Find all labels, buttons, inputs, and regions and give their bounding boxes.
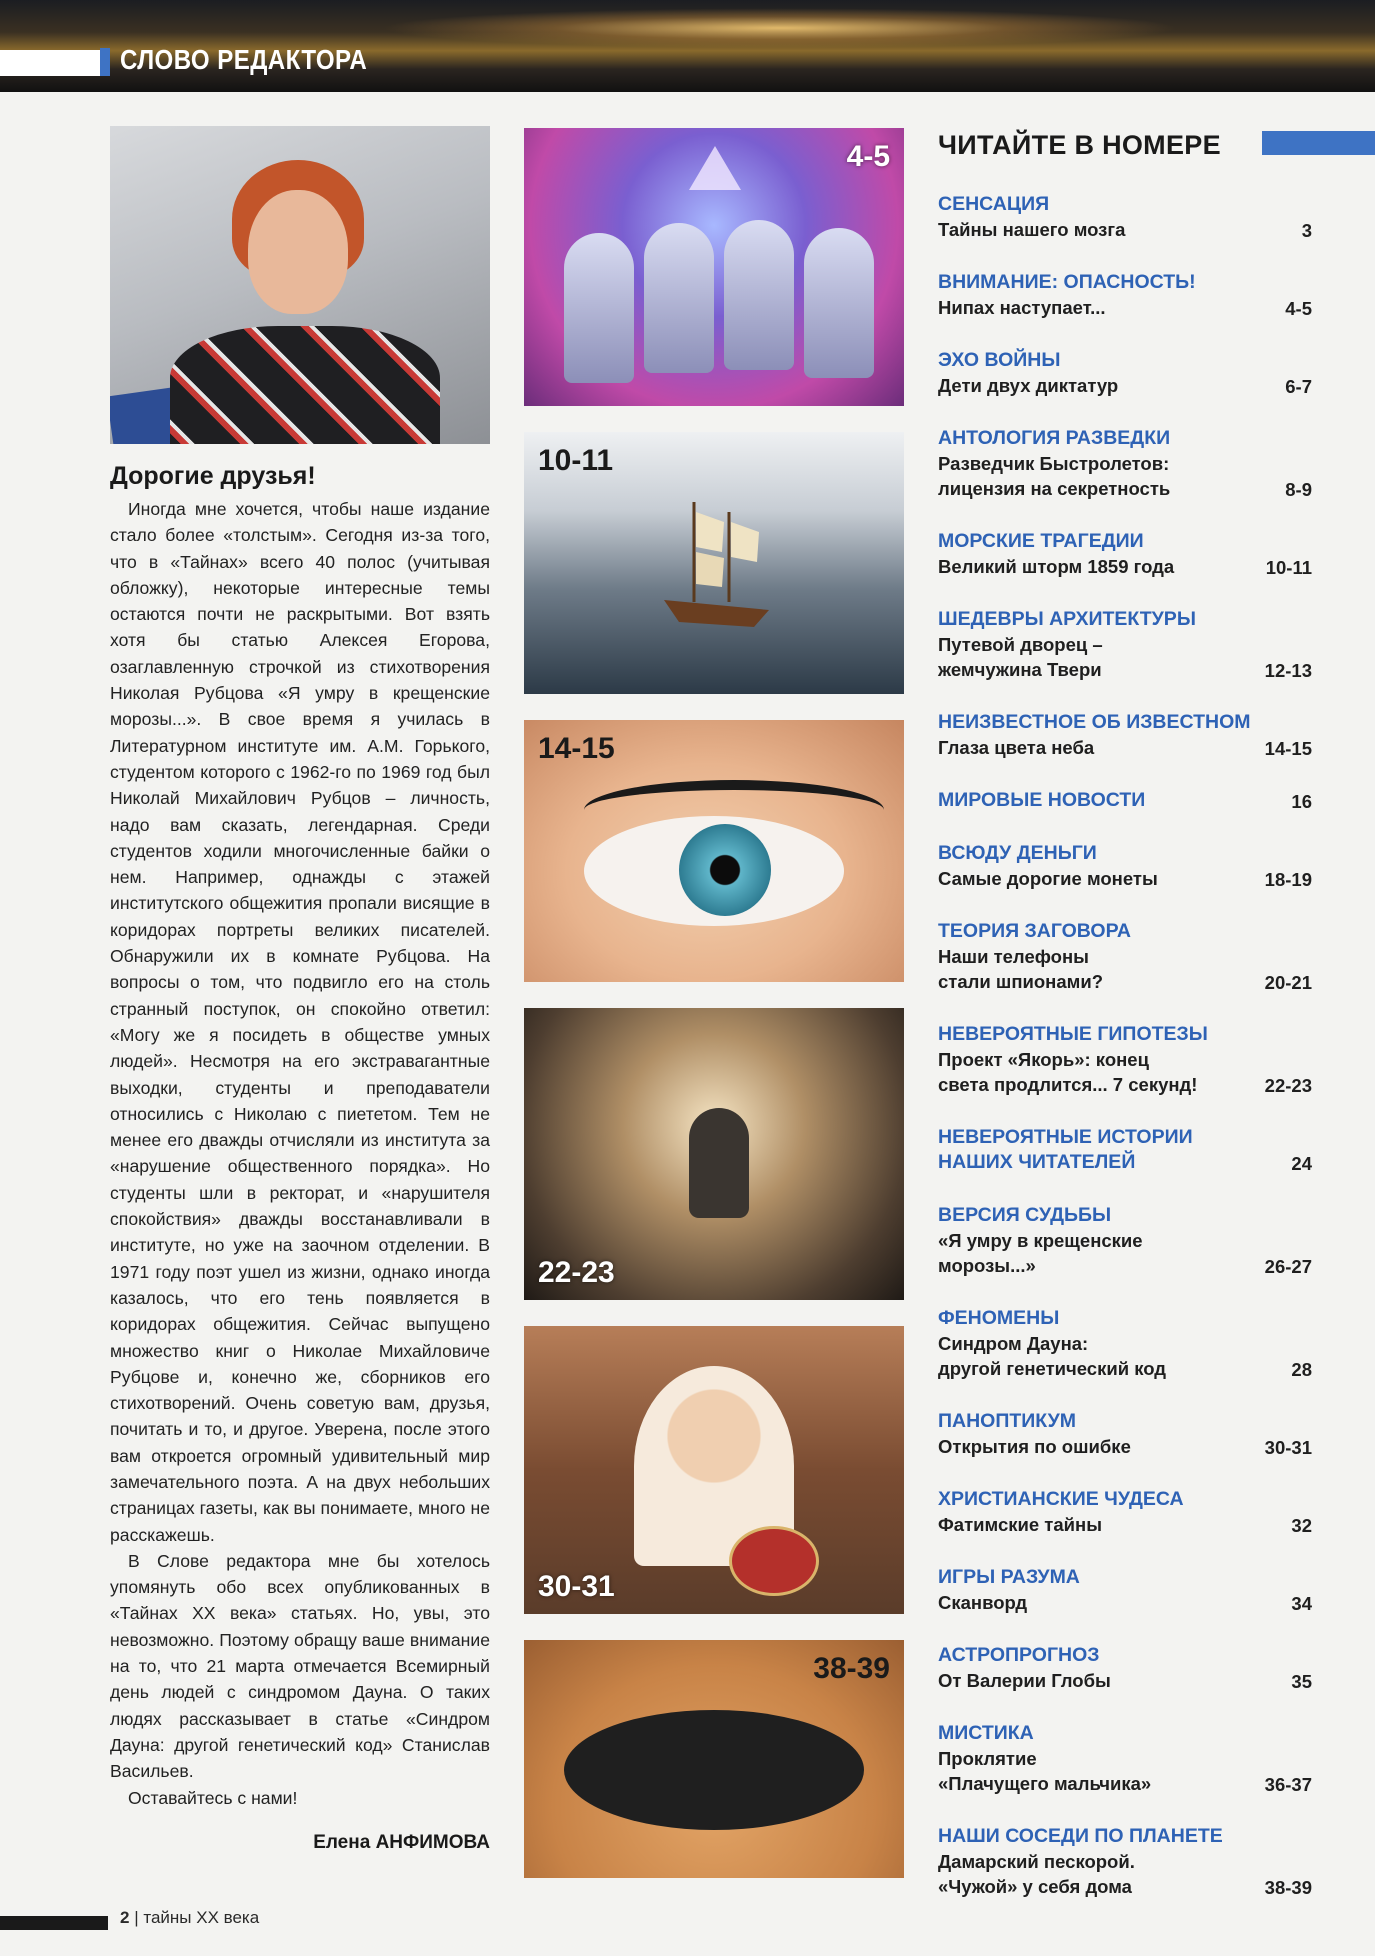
toc-page-number: 8-9 (1285, 479, 1312, 500)
toc-article-title: Нипах наступает... (938, 297, 1106, 318)
toc-item[interactable] (938, 1487, 1318, 1537)
toc-page-number: 12-13 (1264, 660, 1312, 681)
toc-section: НЕИЗВЕСТНОЕ ОБ ИЗВЕСТНОМ (938, 711, 1251, 733)
toc-item[interactable] (938, 426, 1318, 501)
toc-item[interactable] (938, 1306, 1318, 1381)
toc-page-number: 28 (1291, 1359, 1312, 1380)
page-label: 22-23 (538, 1256, 615, 1289)
toc-page-number: 10-11 (1265, 557, 1312, 578)
toc-section: МИРОВЫЕ НОВОСТИ (938, 789, 1146, 811)
hazmat-figure (644, 223, 714, 373)
toc-page-number: 4-5 (1285, 298, 1312, 319)
toc-article-title: Синдром Дауна: (938, 1333, 1089, 1354)
toc-item[interactable] (938, 1022, 1318, 1097)
toc-section: АСТРОПРОГНОЗ (938, 1644, 1100, 1666)
toc-item[interactable] (938, 919, 1318, 994)
toc-article-title: стали шпионами? (938, 971, 1103, 992)
toc-section: НАШИХ ЧИТАТЕЛЕЙ (938, 1151, 1136, 1173)
thumbnail-falling-man (524, 1008, 904, 1300)
header-accent-bar (100, 48, 110, 76)
sailing-ship-icon (654, 492, 774, 642)
thumbnail-virus-hazmat (524, 128, 904, 406)
toc-item[interactable] (938, 348, 1318, 398)
toc-article-title: Фатимские тайны (938, 1514, 1102, 1535)
footer-bar (0, 1916, 108, 1930)
toc-item[interactable] (938, 607, 1318, 682)
toc-article-title: Наши телефоны (938, 946, 1089, 967)
toc-header: ЧИТАЙТЕ В НОМЕРЕ (938, 130, 1221, 160)
hazmat-figure (564, 233, 634, 383)
toc-article-title: Великий шторм 1859 года (938, 556, 1175, 577)
thumbnail-vintage-coca-cola (524, 1326, 904, 1614)
toc-section: ЭХО ВОЙНЫ (938, 349, 1061, 371)
editor-jacket (170, 326, 440, 444)
toc-section: ИГРЫ РАЗУМА (938, 1566, 1080, 1588)
page-label: 14-15 (538, 732, 615, 765)
toc-section: МОРСКИЕ ТРАГЕДИИ (938, 530, 1144, 552)
section-title: СЛОВО РЕДАКТОРА (120, 44, 368, 75)
toc-article-title: жемчужина Твери (938, 659, 1102, 680)
toc-article-title: «Плачущего мальчика» (938, 1773, 1152, 1794)
toc-page-number: 38-39 (1264, 1877, 1312, 1898)
toc-article-title: света продлится... 7 секунд! (938, 1074, 1198, 1095)
toc-section: НАШИ СОСЕДИ ПО ПЛАНЕТЕ (938, 1825, 1223, 1847)
toc-section: НЕВЕРОЯТНЫЕ ГИПОТЕЗЫ (938, 1023, 1208, 1045)
toc-item[interactable] (938, 1565, 1318, 1615)
toc-page-number: 6-7 (1285, 376, 1312, 397)
thumbnail-blue-eye (524, 720, 904, 982)
page-label: 38-39 (813, 1652, 890, 1685)
article-title: Дорогие друзья! (110, 462, 316, 490)
toc-item[interactable] (938, 1409, 1318, 1459)
article-paragraph: Оставайтесь с нами! (128, 1787, 298, 1808)
falling-man-figure (689, 1108, 749, 1218)
toc-article-title: Сканворд (938, 1592, 1028, 1613)
toc-section: ТЕОРИЯ ЗАГОВОРА (938, 920, 1131, 942)
header-banner (0, 0, 1375, 92)
toc-section: НЕВЕРОЯТНЫЕ ИСТОРИИ (938, 1126, 1193, 1148)
editor-face (248, 190, 348, 314)
toc-section: ШЕДЕВРЫ АРХИТЕКТУРЫ (938, 608, 1196, 630)
toc-page-number: 36-37 (1264, 1774, 1312, 1795)
toc-page-number: 3 (1301, 220, 1312, 241)
toc-article-title: «Чужой» у себя дома (938, 1876, 1132, 1897)
toc-item[interactable] (938, 841, 1318, 891)
toc-item[interactable] (938, 788, 1318, 813)
toc-item[interactable] (938, 1203, 1318, 1278)
toc-page-number: 16 (1291, 791, 1312, 812)
toc-section: ХРИСТИАНСКИЕ ЧУДЕСА (938, 1488, 1184, 1510)
toc-page-number: 34 (1291, 1593, 1312, 1614)
toc-section: МИСТИКА (938, 1722, 1034, 1744)
footer (120, 1908, 259, 1928)
page-number: 2 (120, 1908, 130, 1927)
toc-page-number: 22-23 (1264, 1075, 1312, 1096)
toc-article-title: Разведчик Быстролетов: (938, 453, 1170, 474)
toc-item[interactable] (938, 192, 1318, 242)
toc-article-title: Открытия по ошибке (938, 1436, 1131, 1457)
toc-article-title: Дамарский пескорой. (938, 1851, 1135, 1872)
toc-page-number: 14-15 (1264, 738, 1312, 759)
toc-article-title: Путевой дворец – (938, 634, 1103, 655)
warning-triangle-icon (689, 146, 741, 190)
toc-article-title: Самые дорогие монеты (938, 868, 1158, 889)
table-of-contents (938, 192, 1318, 1927)
toc-accent-bar (1262, 131, 1375, 155)
toc-item[interactable] (938, 1721, 1318, 1796)
editor-signature: Елена АНФИМОВА (313, 1832, 490, 1853)
toc-item[interactable] (938, 529, 1318, 579)
article-body (110, 496, 490, 1811)
toc-item[interactable] (938, 1125, 1318, 1175)
toc-page-number: 30-31 (1264, 1437, 1312, 1458)
header-white-bar (0, 50, 100, 76)
toc-article-title: Проклятие (938, 1748, 1037, 1769)
sunset-glow (380, 8, 1180, 48)
article-paragraph: В Слове редактора мне бы хотелось упомянуть обо всех опубликованных в «Тайнах XX века» статьях. Но, увы, это невозможно. Поэтому обращу ваше внимание на то, что 21 марта отмечается Всемирный день людей с синдромом Дауна. О таких людях рассказывает в статье «Синдром Дауна: другой генетический код» Станислав Васильев. (110, 1550, 490, 1782)
hazmat-figure (724, 220, 794, 370)
mole-rat-figure (564, 1710, 864, 1830)
toc-article-title: Проект «Якорь»: конец (938, 1049, 1149, 1070)
toc-page-number: 26-27 (1264, 1256, 1312, 1277)
toc-section: ВНИМАНИЕ: ОПАСНОСТЬ! (938, 271, 1196, 293)
toc-page-number: 24 (1291, 1153, 1312, 1174)
toc-article-title: Глаза цвета неба (938, 737, 1095, 758)
toc-item[interactable] (938, 1643, 1318, 1693)
toc-section: ВСЮДУ ДЕНЬГИ (938, 842, 1097, 864)
toc-page-number: 35 (1291, 1671, 1312, 1692)
toc-section: ФЕНОМЕНЫ (938, 1307, 1060, 1329)
toc-article-title: другой генетический код (938, 1358, 1167, 1379)
toc-article-title: морозы...» (938, 1255, 1036, 1276)
toc-section: СЕНСАЦИЯ (938, 193, 1050, 215)
toc-article-title: лицензия на секретность (938, 478, 1171, 499)
toc-item[interactable] (938, 270, 1318, 320)
hazmat-figure (804, 228, 874, 378)
editor-photo (110, 126, 490, 444)
toc-page-number: 32 (1291, 1515, 1312, 1536)
page-label: 10-11 (538, 444, 614, 477)
toc-page-number: 18-19 (1264, 869, 1312, 890)
toc-item[interactable] (938, 1824, 1318, 1899)
footer-separator: | (134, 1908, 139, 1927)
eye-iris (679, 824, 771, 916)
toc-page-number: 20-21 (1264, 972, 1312, 993)
article-paragraph: Иногда мне хочется, чтобы наше издание стало более «толстым». Сегодня из-за того, что в «Тайнах» всего 40 полос (учитывая обложку), некоторые интересные темы остаются почти не раскрытыми. Вот взять хотя бы статью Алексея Егорова, озаглавленную строчкой из стихотворения Николая Рубцова «Я умру в крещенские морозы...». В свое время я училась в Литературном институте им. А.М. Горького, студентом которого с 1962-го по 1969 год был Николай Михайлович Рубцов – личность, надо вам сказать, легендарная. Среди студентов ходили многочисленные байки о нем. Например, однажды с этажей институтского общежития пропали висящие в коридорах портреты великих писателей. Обнаружили их в комнате Рубцова. На вопросы о том, что подвигло его на столь странный поступок, он спокойно ответил: «Могу же я посидеть в обществе умных людей». Несмотря на его экстравагантные выходки, студенты и преподаватели относились с Николаю с пиететом. Тем не менее его дважды отчисляли из института за «нарушение общественного порядка». Но студенты шли в ректорат, и «нарушителя спокойствия» дважды восстанавливали в институте, но уже на заочном отделении. В 1971 году поэт ушел из жизни, однако иногда казалось, что его тень появляется в коридорах общежития. Сейчас выпущено множество книг о Николае Михайловиче Рубцове и, конечно же, сборников его стихотворений. Очень советую вам, друзья, почитать и то, и другое. Уверена, после этого вам откроется огромный удивительный мир замечательного поэта. А на двух небольших страницах газеты, как вы понимаете, много не расскажешь. (110, 499, 490, 1545)
thumbnail-storm-ship (524, 432, 904, 694)
toc-article-title: От Валерии Глобы (938, 1670, 1111, 1691)
thumbnail-mole-rat (524, 1640, 904, 1878)
page-label: 30-31 (538, 1570, 615, 1603)
toc-article-title: Дети двух диктатур (938, 375, 1119, 396)
coca-cola-logo-icon (729, 1526, 819, 1596)
toc-item[interactable] (938, 710, 1318, 760)
toc-article-title: Тайны нашего мозга (938, 219, 1126, 240)
toc-article-title: «Я умру в крещенские (938, 1230, 1143, 1251)
page-label: 4-5 (846, 140, 890, 173)
magazine-name: тайны XX века (143, 1908, 260, 1927)
toc-section: ПАНОПТИКУМ (938, 1410, 1077, 1432)
toc-section: ВЕРСИЯ СУДЬБЫ (938, 1204, 1112, 1226)
toc-section: АНТОЛОГИЯ РАЗВЕДКИ (938, 427, 1171, 449)
